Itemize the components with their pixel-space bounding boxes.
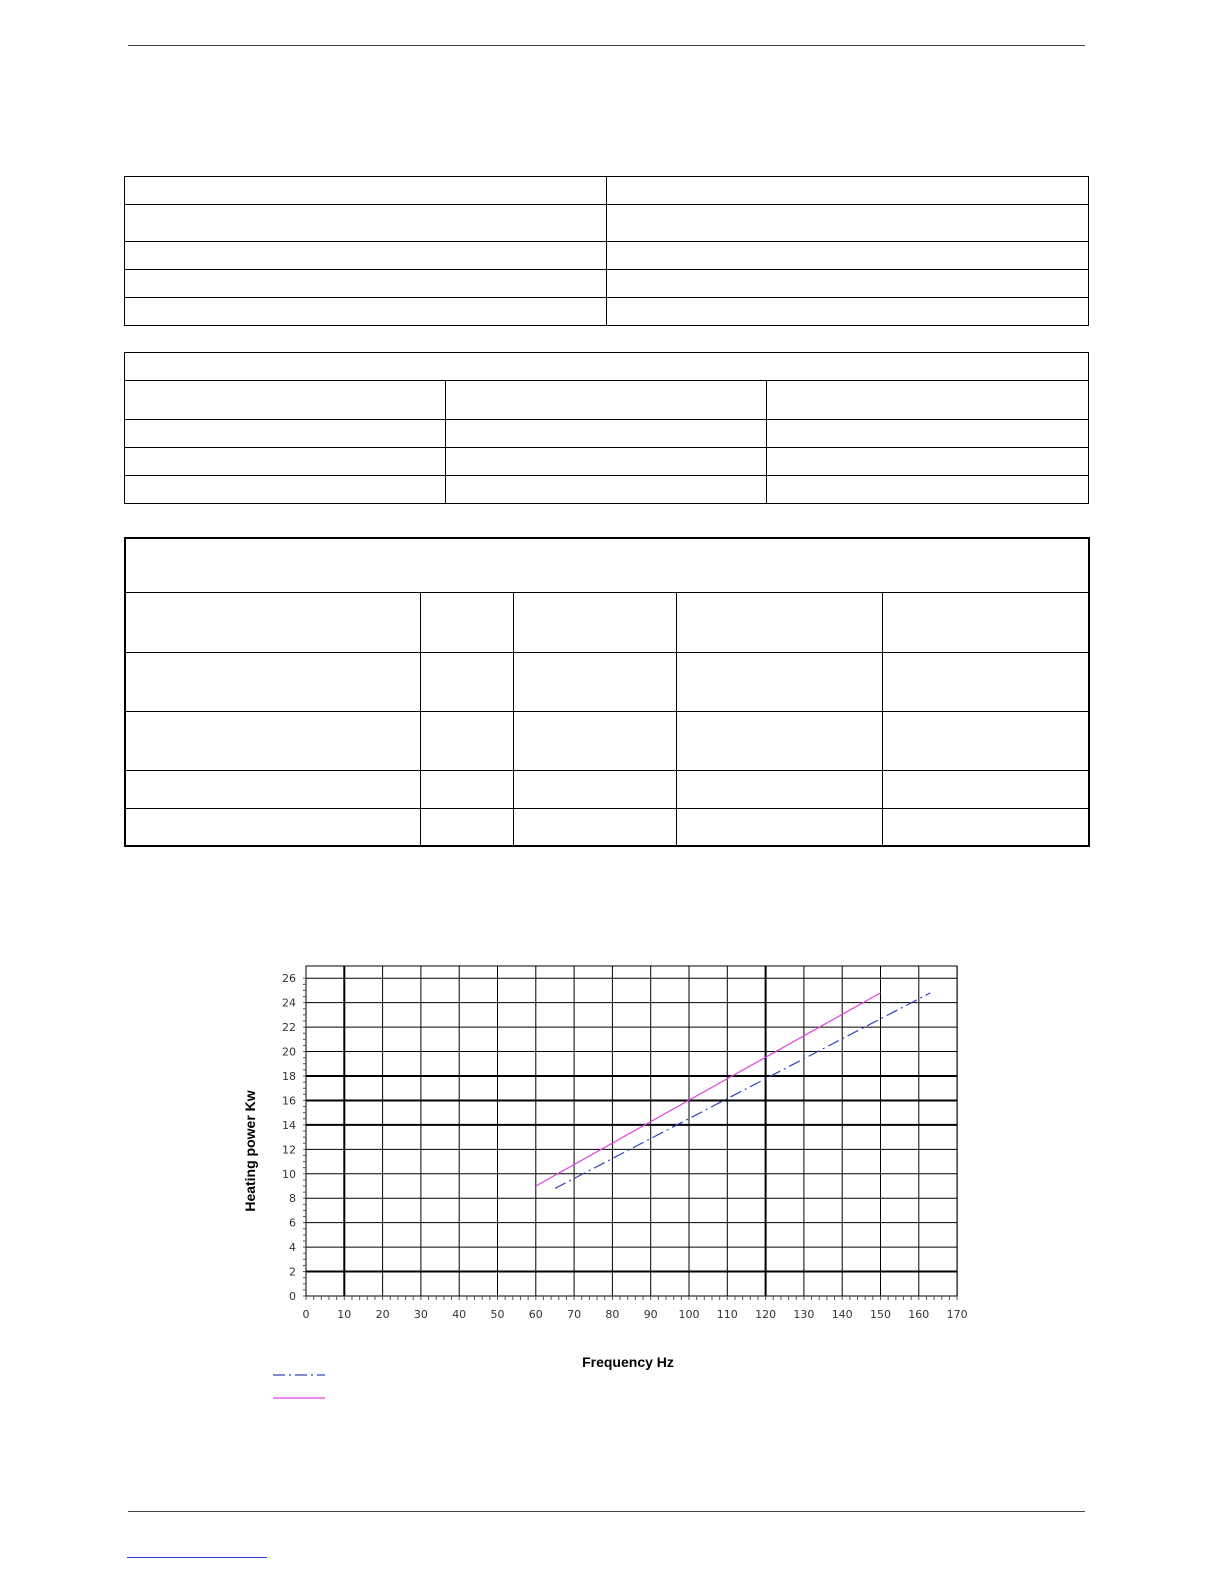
table-cell [513, 711, 676, 770]
table-cell [125, 476, 446, 504]
chart-minor-ticks [303, 978, 957, 1300]
x-tick-label: 160 [908, 1308, 930, 1321]
table-cell [767, 420, 1089, 448]
table-cell [125, 420, 446, 448]
chart-grid [306, 966, 957, 1296]
chart-svg [230, 955, 990, 1415]
table-header [125, 353, 1089, 381]
y-tick-label: 16 [282, 1094, 296, 1108]
x-tick-label: 90 [643, 1308, 658, 1321]
footer-rule [128, 1511, 1085, 1512]
table-cell [125, 711, 420, 770]
table-cell [607, 270, 1089, 298]
x-tick-label: 100 [678, 1308, 700, 1321]
y-tick-label: 2 [289, 1265, 296, 1279]
chart-series [536, 993, 930, 1189]
table-cell [676, 711, 882, 770]
x-tick-label: 10 [337, 1308, 352, 1321]
table-cell [125, 448, 446, 476]
table-cell [676, 808, 882, 846]
footer-link[interactable] [127, 1557, 267, 1558]
table-cell [513, 652, 676, 711]
table-cell [125, 298, 607, 326]
table-cell [676, 770, 882, 808]
spec-table-1 [124, 176, 1089, 326]
table-cell [882, 711, 1089, 770]
y-tick-label: 20 [282, 1045, 296, 1059]
table-cell [125, 270, 607, 298]
table-cell [767, 381, 1089, 420]
spec-table-2 [124, 352, 1089, 504]
table-cell [420, 592, 513, 652]
x-tick-label: 70 [567, 1308, 582, 1321]
table-cell [125, 770, 420, 808]
y-tick-label: 10 [282, 1167, 296, 1181]
table-cell [767, 448, 1089, 476]
x-tick-label: 40 [452, 1308, 467, 1321]
y-tick-label: 12 [282, 1143, 296, 1157]
table-cell [125, 242, 607, 270]
y-tick-label: 8 [289, 1192, 296, 1206]
x-tick-label: 50 [490, 1308, 505, 1321]
x-tick-label: 80 [605, 1308, 620, 1321]
x-tick-label: 150 [870, 1308, 891, 1321]
x-tick-labels [303, 1308, 968, 1321]
x-tick-label: 20 [375, 1308, 390, 1321]
table-cell [676, 592, 882, 652]
header-rule [128, 45, 1085, 46]
series-line-2 [536, 993, 881, 1186]
y-tick-label: 22 [282, 1021, 296, 1035]
table-cell [446, 448, 767, 476]
table-cell [513, 592, 676, 652]
y-tick-label: 4 [289, 1241, 296, 1255]
x-tick-label: 120 [755, 1308, 777, 1321]
x-tick-label: 110 [716, 1308, 738, 1321]
table-cell [882, 770, 1089, 808]
table-cell [125, 177, 607, 205]
heating-power-chart [230, 955, 990, 1415]
y-axis-label: Heating power Kw [242, 1090, 258, 1212]
table-cell [125, 592, 420, 652]
x-tick-label: 130 [793, 1308, 815, 1321]
y-tick-label: 6 [289, 1216, 296, 1230]
table-cell [607, 177, 1089, 205]
table-cell [125, 381, 446, 420]
table-cell [446, 381, 767, 420]
table-cell [607, 298, 1089, 326]
table-cell [420, 652, 513, 711]
table-cell [125, 652, 420, 711]
table-cell [420, 808, 513, 846]
plot-frame [306, 966, 957, 1296]
x-tick-label: 140 [831, 1308, 853, 1321]
x-tick-label: 170 [946, 1308, 968, 1321]
table-cell [607, 205, 1089, 242]
y-tick-labels [282, 972, 296, 1303]
y-tick-label: 14 [282, 1118, 296, 1132]
chart-legend [273, 1375, 325, 1398]
table-cell [607, 242, 1089, 270]
table-cell [767, 476, 1089, 504]
table-cell [882, 592, 1089, 652]
spec-table-3 [124, 537, 1090, 847]
y-tick-label: 26 [282, 972, 296, 986]
x-axis-label: Frequency Hz [582, 1354, 674, 1370]
table-cell [676, 652, 882, 711]
x-tick-label: 60 [528, 1308, 543, 1321]
table-cell [420, 711, 513, 770]
table-header [125, 538, 1089, 592]
table-cell [420, 770, 513, 808]
y-tick-label: 0 [289, 1290, 296, 1303]
table-cell [882, 808, 1089, 846]
table-cell [125, 205, 607, 242]
x-tick-label: 0 [302, 1308, 310, 1321]
y-tick-label: 18 [282, 1070, 296, 1083]
table-cell [882, 652, 1089, 711]
series-line-1 [555, 993, 930, 1189]
x-tick-label: 30 [413, 1308, 428, 1321]
table-cell [446, 476, 767, 504]
table-cell [513, 770, 676, 808]
y-tick-label: 24 [282, 996, 296, 1010]
table-cell [513, 808, 676, 846]
table-cell [446, 420, 767, 448]
table-cell [125, 808, 420, 846]
